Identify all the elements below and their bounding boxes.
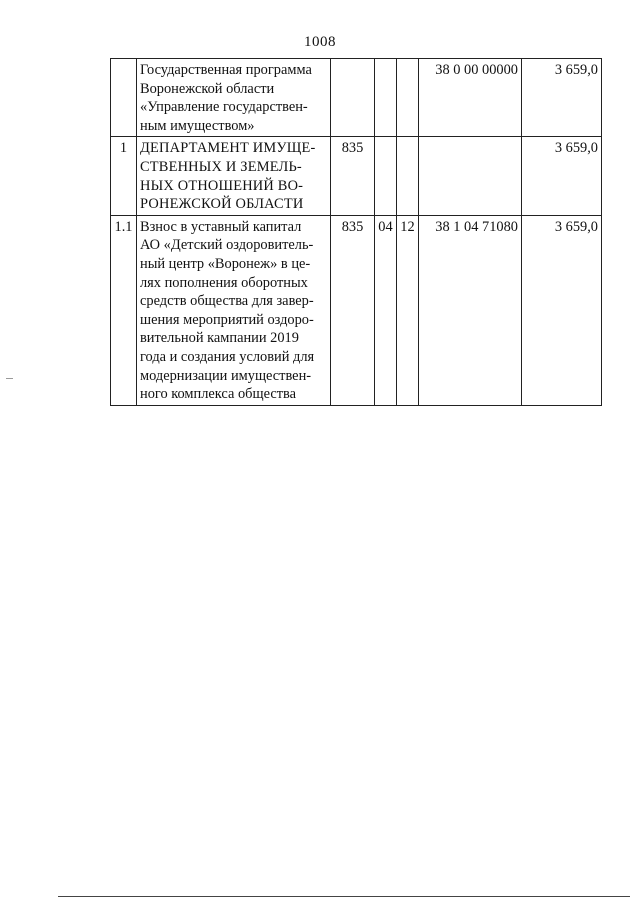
row-subsection-code bbox=[397, 59, 419, 137]
row-amount: 3 659,0 bbox=[522, 59, 602, 137]
row-target-code bbox=[419, 137, 522, 215]
row-ved-code: 835 bbox=[331, 215, 375, 405]
row-name: Государственная программа Воронежской области «Управление государствен- ным имуществом» bbox=[137, 59, 331, 137]
row-name: Взнос в уставный капитал АО «Детский оздоровитель- ный центр «Воронеж» в це- лях пополнения оборотных средств общества для завер- шения мероприятий оздоро- вительной кампании 2019 года и создания условий для модернизации имуществен- ного комплекса общества bbox=[137, 215, 331, 405]
row-section-code bbox=[375, 59, 397, 137]
table-row bbox=[111, 59, 602, 137]
scan-margin-mark bbox=[6, 378, 13, 379]
table-row bbox=[111, 137, 602, 215]
row-amount: 3 659,0 bbox=[522, 137, 602, 215]
row-number: 1 bbox=[111, 137, 137, 215]
row-section-code bbox=[375, 137, 397, 215]
row-subsection-code: 12 bbox=[397, 215, 419, 405]
row-subsection-code bbox=[397, 137, 419, 215]
row-name: ДЕПАРТАМЕНТ ИМУЩЕ- СТВЕННЫХ И ЗЕМЕЛЬ- НЫХ ОТНОШЕНИЙ ВО- РОНЕЖСКОЙ ОБЛАСТИ bbox=[137, 137, 331, 215]
page-number: 1008 bbox=[304, 34, 336, 50]
table-row bbox=[111, 215, 602, 405]
row-ved-code: 835 bbox=[331, 137, 375, 215]
page-bottom-rule bbox=[58, 896, 630, 897]
row-ved-code bbox=[331, 59, 375, 137]
row-target-code: 38 1 04 71080 bbox=[419, 215, 522, 405]
row-number: 1.1 bbox=[111, 215, 137, 405]
row-section-code: 04 bbox=[375, 215, 397, 405]
row-target-code: 38 0 00 00000 bbox=[419, 59, 522, 137]
row-number bbox=[111, 59, 137, 137]
row-amount: 3 659,0 bbox=[522, 215, 602, 405]
budget-table bbox=[110, 58, 602, 406]
